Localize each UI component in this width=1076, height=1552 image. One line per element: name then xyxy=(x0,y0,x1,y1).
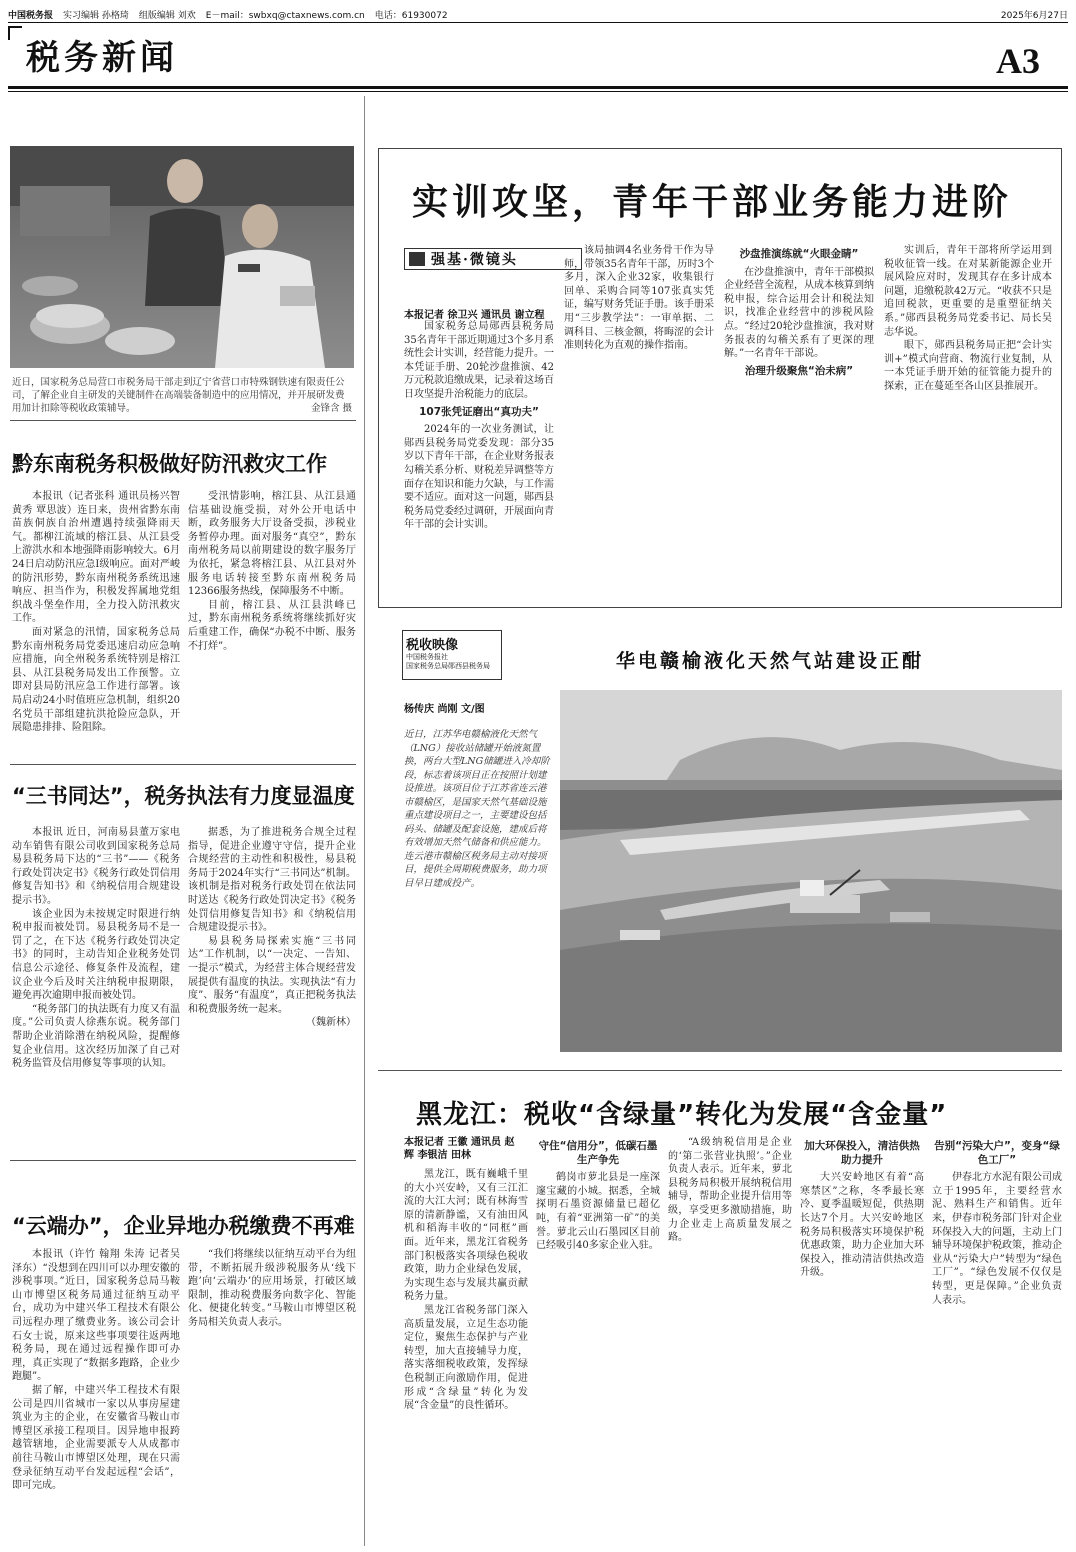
feature-col4 xyxy=(884,244,1052,602)
feature-p4: 在沙盘推演中，青年干部模拟企业经营全流程，从成本核算到纳税申报，综合运用会计和税法知识，找准企业经营中的涉税风险点。“经过20轮沙盘推演，我对财务报表的勾稽关系有了更深的理解。”一名青年干部说。 xyxy=(724,266,874,360)
column-label-box xyxy=(404,248,582,270)
article4-p2: 黑龙江省税务部门深入高质量发展，立足生态功能定位，聚焦生态保护与产业转型，加大直接辅导力度，落实落细税收政策，发挥绿色税制正向激励作用，促进形成“含绿量”转化为发展“含金量”的良性循环。 xyxy=(404,1304,528,1412)
feature-col2 xyxy=(564,244,714,602)
rule-under-article1 xyxy=(10,764,356,765)
feature-p3: 该局抽调4名业务骨干作为导师，带领35名青年干部，历时3个多月，深入企业32家，收集银行回单、采购合同等107张真实凭证，编写财务凭证手册。该手册采用“三步教学法”：一审单据、二调科目、三核金额，将晦涩的会计准则转化为直观的操作指南。 xyxy=(564,245,714,352)
section-title: 税务新闻 xyxy=(26,38,178,78)
feature-sub2: 沙盘推演练就“火眼金睛” xyxy=(739,248,859,260)
article4-sub3: 告别“污染大户”，变身“绿色工厂” xyxy=(934,1140,1060,1166)
article1-col2 xyxy=(188,490,356,752)
column-divider xyxy=(364,96,365,1546)
rule-above-article4 xyxy=(378,1070,1062,1071)
photo1-credit: 金锋含 摄 xyxy=(310,403,352,414)
column-label: 强基·微镜头 xyxy=(431,252,518,268)
article1-p3: 受汛情影响，榕江县、从江县通信基础设施受损，对外公开电话中断，政务服务大厅设备受损，涉税业务暂停办理。面对服务“真空”，黔东南州税务局以前期建设的数字服务厅为依托，紧急将榕江县、从江县对外服务电话转接至黔东南州税务局12366服务热线，保障服务不中断。 xyxy=(188,491,356,598)
layout-credit: 组版编辑 刘欢 xyxy=(138,10,196,21)
feature-p2: 2024年的一次业务测试，让郧西县税务局党委发现：部分35岁以下青年干部，在企业财务报表勾稽关系分析、财税差异调整等方面存在知识和能力欠缺，与工作需要不适应。面对这一问题，郧西县税务局党委经过调研，开展面向青年干部的会计实训。 xyxy=(404,424,554,531)
lng-station-photo xyxy=(560,690,1062,1052)
article4-p5: 大兴安岭地区有着“高寒禁区”之称，冬季最长寒冷、夏季温暖短促，供热期长达7个月。大兴安岭地区税务局积极落实环境保护税优惠政策，助力企业加大环保投入，推动清洁供热改造升级。 xyxy=(800,1172,924,1279)
editor-credit: 实习编辑 孙格琦 xyxy=(63,10,129,21)
photo-column-label: 税收映像 xyxy=(406,638,459,653)
photo2-caption: 近日，江苏华电赣榆液化天然气（LNG）接收站储罐开始液氮置换，两台大型LNG储罐进入冷却阶段，标志着该项目正在按照计划建设推进。该项目位于江苏省连云港市赣榆区，是国家天然气基础设施重点建设项目之一，主要建设包括码头、储罐及配套设施，建成后将有效增加天然气储备和供应能力。连云港市赣榆区税务局主动对接项目，提供全周期税费服务，助力项目早日建成投产。 xyxy=(404,729,550,889)
article3-p1: 本报讯（许竹 翰翔 朱涛 记者吴泽东）“没想到在四川可以办理安徽的涉税事项。”近日，国家税务总局马鞍山市博望区税务局通过征纳互动平台，成功为中建兴华工程技术有限公司远程办理了缴费业务。该公司会计石女士说，原来这些事项要往返两地税务局，现在通过远程操作即可办理，真正实现了“数据多跑路，企业少跑腿”。 xyxy=(12,1249,180,1383)
paper-name: 中国税务报 xyxy=(8,10,54,21)
page-number: A3 xyxy=(996,41,1040,81)
article4-p1: 黑龙江，既有巍峨千里的大小兴安岭，又有三江汇流的大江大河；既有林海雪原的清新静谧，又有油田风机和稻海丰收的“同框”画面。近年来，黑龙江省税务部门积极落实各项绿色税收政策，助力企业绿色发展，为实现生态与发展共赢贡献税务力量。 xyxy=(404,1169,528,1303)
lng-photo-illustration xyxy=(560,690,1062,1052)
feature-sub3: 治理升级聚焦“治未病” xyxy=(744,364,854,377)
column-icon xyxy=(409,252,425,266)
article4-col4 xyxy=(800,1136,924,1544)
email-line: E－mail：swbxq@ctaxnews.com.cn xyxy=(205,10,365,21)
issue-date: 2025年6月27日 xyxy=(1000,10,1068,21)
phone-line: 电话：61930072 xyxy=(374,10,448,21)
feature-p6: 眼下，郧西县税务局正把“会计实训+”模式向营商、物流行业复制，从一本凭证手册开始的征管能力提升的探索，正在蔓延至各山区县推展开。 xyxy=(884,340,1052,392)
article1-p4: 目前，榕江县、从江县洪峰已过，黔东南州税务系统将继续抓好灾后重建工作，确保“办税不中断、服务不打烊”。 xyxy=(188,599,356,652)
feature-col1 xyxy=(404,320,554,602)
feature-p1: 国家税务总局郧西县税务局35名青年干部近期通过3个多月系统性会计实训，经营能力提升。一本凭证手册、20轮沙盘推演、42万元税款追缴成果，记录着这场百日攻坚提升治税能力的底层。 xyxy=(404,321,554,400)
corner-mark xyxy=(8,26,22,40)
article1-headline: 黔东南税务积极做好防汛救灾工作 xyxy=(12,452,327,476)
tax-officers-factory-photo xyxy=(10,146,354,368)
article2-headline: “三书同达”，税务执法有力度显温度 xyxy=(12,784,355,808)
feature-sub1: 107张凭证磨出“真功夫” xyxy=(419,405,539,418)
article4-p6: 伊春北方水泥有限公司成立于1995年，主要经营水泥、熟料生产和销售。近年来，伊春市税务部门针对企业环保投入大的问题，主动上门辅导环境保护税政策，推动企业从“污染大户”转型为“绿色工厂”。“绿色发展不仅仅是转型，更是保障。”企业负责人表示。 xyxy=(932,1172,1062,1306)
article4-col5 xyxy=(932,1136,1062,1544)
article2-p2: 该企业因为未按规定时限进行纳税申报而被处罚。易县税务局不是一罚了之，在下达《税务行政处罚决定书》的同时，主动告知企业税务处罚信息公示途径、修复条件及流程，建议企业今后及时关注纳税申报期限，避免再次逾期申报而被处罚。 xyxy=(12,908,180,1002)
article3-col2 xyxy=(188,1248,356,1544)
article2-p3: “税务部门的执法既有力度又有温度。”公司负责人徐燕东说。税务部门帮助企业消除潜在纳税风险，提醒修复企业信用。这次经历加深了自己对税务监管及信用修复等事项的认知。 xyxy=(12,1003,180,1070)
article4-col1 xyxy=(404,1168,528,1544)
article2-col2 xyxy=(188,826,356,1152)
feature-byline: 本报记者 徐卫兴 通讯员 谢立程 xyxy=(404,310,545,321)
photo1-caption xyxy=(12,376,352,416)
article3-headline: “云端办”，企业异地办税缴费不再难 xyxy=(12,1214,355,1238)
photo-column-sublabel: 中国税务报社 国家税务总局郧西县税务局 xyxy=(406,653,490,670)
article2-p5: 易县税务局探索实施“三书同达”工作机制，以“一决定、一告知、一提示”模式，为经营主体合规经营发展提供有温度的执法。实现执法“有力度”、服务“有温度”，真正把税务执法和税费服务统一起来。 xyxy=(188,935,356,1015)
article1-col1 xyxy=(12,490,180,752)
header-rule-thick xyxy=(8,86,1068,89)
photo1-caption-text: 近日，国家税务总局营口市税务局干部走到辽宁省营口市特殊钢铁速有限责任公司，了解企业自主研发的关键制件在高端装备制造中的应用情况，并开展研发费用加计扣除等税收政策辅导。 xyxy=(12,377,345,414)
article4-col2 xyxy=(536,1136,660,1544)
article2-col1 xyxy=(12,826,180,1152)
article4-byline: 本报记者 王徽 通讯员 赵辉 李银洁 田林 xyxy=(404,1137,515,1161)
masthead-strip xyxy=(8,6,1068,22)
article4-p4: “A级纳税信用是企业的‘第二张营业执照’。”企业负责人表示。近年来，萝北县税务局积极开展纳税信用辅导，帮助企业提升信用等级，享受更多激励措施，助力企业走上高质量发展之路。 xyxy=(668,1137,792,1244)
feature-col3 xyxy=(724,244,874,602)
article3-col1 xyxy=(12,1248,180,1544)
article4-col3 xyxy=(668,1136,792,1544)
feature-headline: 实训攻坚，青年干部业务能力进阶 xyxy=(412,181,1013,223)
rule-under-photo1 xyxy=(10,420,356,421)
article1-p2: 面对紧急的汛情，国家税务总局黔东南州税务局党委迅速启动应急响应措施，向全州税务系统特别是榕江县、从江县税务局发出工作预警。立即对县局防汛应急工作进行部署。该局启动24小时值班应急机制，组织20名党员干部组建抗洪抢险应急队，开展隐患排排、险阻除。 xyxy=(12,626,180,734)
factory-photo-illustration xyxy=(10,146,354,368)
photo-column-label-box xyxy=(402,630,502,680)
top-rule xyxy=(8,22,1068,23)
article2-p1: 本报讯 近日，河南易县董万家电动车销售有限公司收到国家税务总局易县税务局下达的“三书”——《税务行政处罚决定书》《税务行政处罚信用修复告知书》和《纳税信用合规建设提示书》。 xyxy=(12,827,180,906)
article4-sub2: 加大环保投入，清洁供热助力提升 xyxy=(804,1140,920,1166)
article4-p3: 鹤岗市萝北县是一座深邃宝藏的小城。据悉，全城探明石墨资源储量已超亿吨，有着“亚洲第一矿”的美誉。萝北云山石墨园区目前已经吸引40多家企业入驻。 xyxy=(536,1172,660,1252)
photo2-headline: 华电赣榆液化天然气站建设正酣 xyxy=(616,650,925,672)
article4-sub1: 守住“信用分”，低碳石墨生产争先 xyxy=(538,1140,658,1166)
article3-p3: “我们将继续以征纳互动平台为纽带，不断拓展升级涉税服务从‘线下跑’向‘云端办’的应用场景，打破区域限制，推动税费服务向数字化、智能化、便捷化转变。”马鞍山市博望区税务局相关负责人表示。 xyxy=(188,1249,356,1328)
article3-p2: 据了解，中建兴华工程技术有限公司是四川省城市一家以从事房屋建筑业为主的企业，在安徽省马鞍山市博望区承接工程项目。因异地申报跨越管辖地，企业需要派专人从成都市前往马鞍山市博望区处理，现在只需登录征纳互动平台发起远程“会话”，即可完成。 xyxy=(12,1384,180,1492)
photo2-byline: 杨传庆 尚刚 文/图 xyxy=(404,704,485,715)
header-rule-thin xyxy=(8,91,1068,92)
article2-p4: 据悉，为了推进税务合规全过程指导，促进企业遵守守信，提升企业合规经营的主动性和积极性，易县税务局于2024年实行“三书同达”机制。该机制是指对税务行政处罚在依法同时送达《税务行政处罚决定书》《税务处罚信用修复告知书》和《纳税信用合规建设提示书》。 xyxy=(188,827,356,934)
feature-p5: 实训后，青年干部将所学运用到税收征管一线。在对某新能源企业开展风险应对时，发现其存在多计成本问题，追缴税款42万元。“收获不只是追回税款，更重要的是重塑征纳关系。”郧西县税务局党委书记、局长吴志华说。 xyxy=(884,245,1052,338)
article2-author: （魏新林） xyxy=(306,1017,356,1029)
rule-under-article2 xyxy=(10,1160,356,1161)
article1-p1: 本报讯（记者张科 通讯员杨兴智 黄秀 覃思波）连日来，贵州省黔东南苗族侗族自治州遭遇持续强降雨天气。都柳江流域的榕江县、从江县受上游洪水和本地强降雨影响较大。6月24日启动防汛应急Ⅰ级响应。面对严峻的防汛形势，黔东南州税务系统迅速响应、担当作为，积极发挥属地党组织战斗堡垒作用，全力投入防汛救灾工作。 xyxy=(12,491,180,625)
article4-headline: 黑龙江：税收“含绿量”转化为发展“含金量” xyxy=(416,1100,948,1130)
